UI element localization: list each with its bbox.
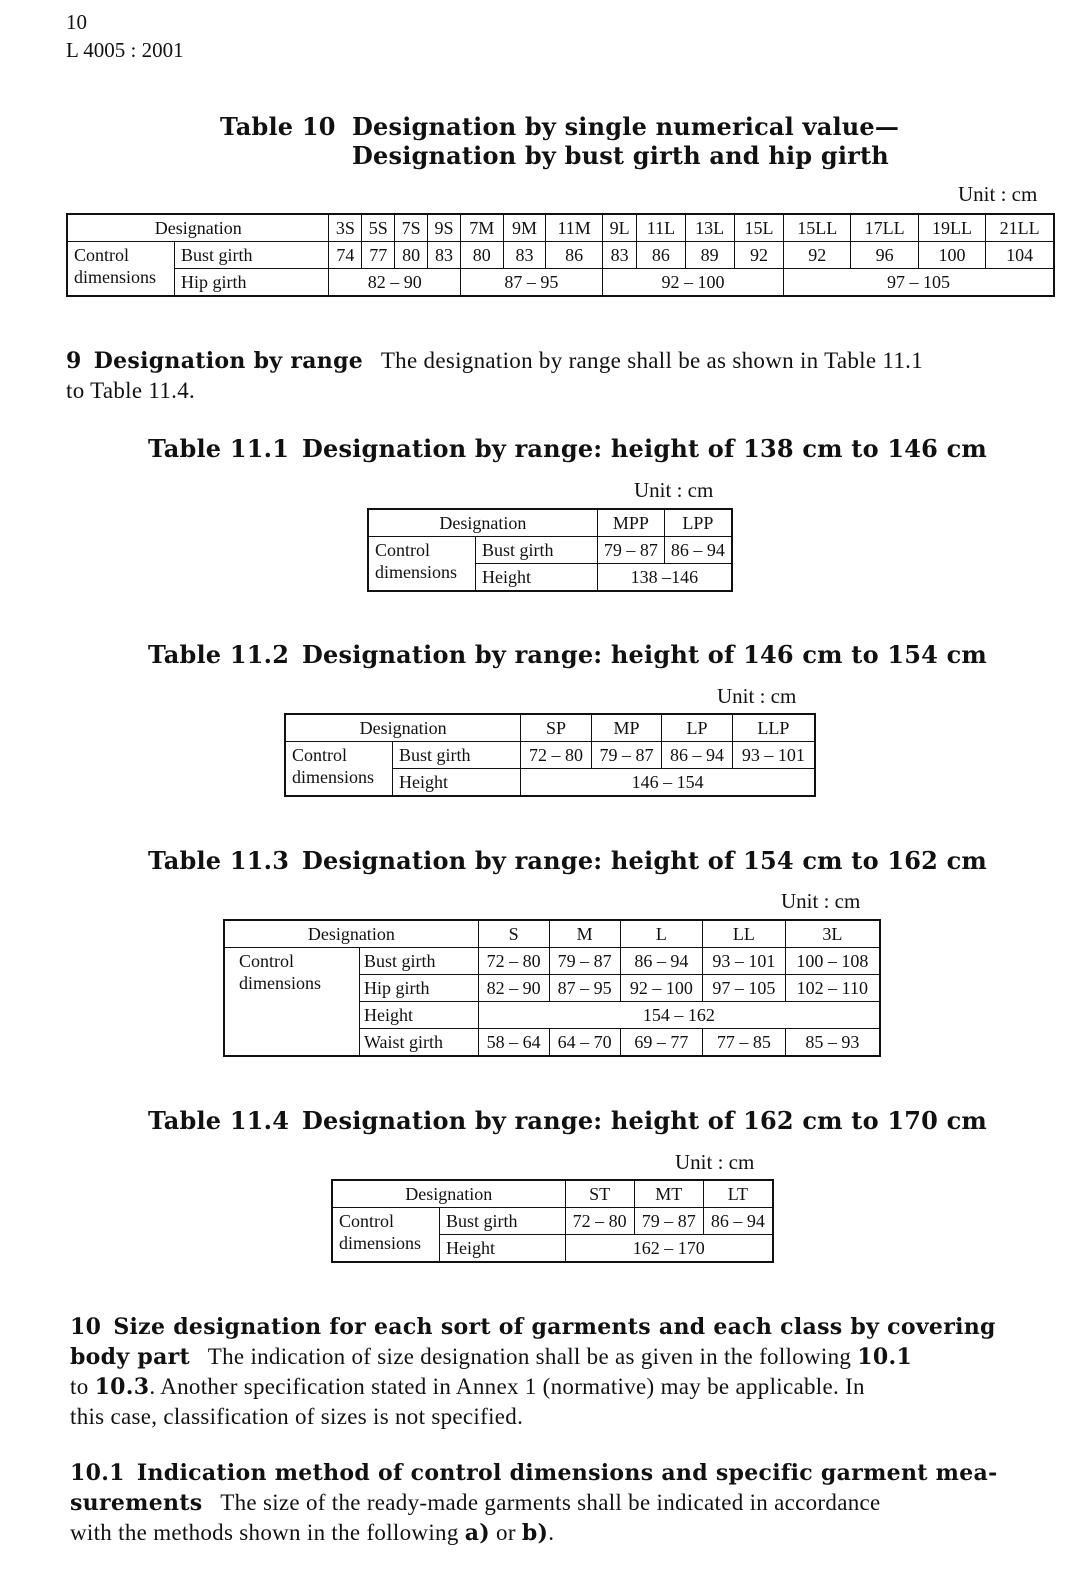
section10-1-line2: [70, 1488, 1050, 1518]
table11-3-caption: [148, 846, 987, 875]
table11-4-bust-value: 72 – 80: [565, 1208, 634, 1235]
table11-3-height-value: 154 – 162: [478, 1002, 880, 1029]
table10-bust-value: 86: [637, 242, 685, 269]
table10-size: 17LL: [851, 214, 918, 242]
table10-title-line1: Designation by single numerical value—: [352, 112, 900, 141]
table11-3-bust-row: [224, 948, 880, 975]
table11-2-bust-value: 93 – 101: [732, 742, 815, 769]
table11-2: [284, 713, 816, 797]
table11-4-number: Table 11.4: [148, 1106, 290, 1135]
table11-3-control-dimensions: [224, 948, 360, 1057]
table11-1-size: LPP: [664, 509, 732, 537]
table10-control-dimensions: [67, 242, 175, 297]
table11-3-hip-value: 102 – 110: [785, 975, 880, 1002]
table10-hip-value: 87 – 95: [460, 269, 602, 297]
table10-size: 9M: [503, 214, 546, 242]
table10-bust-value: 100: [918, 242, 985, 269]
table10-hip-value: 97 – 105: [784, 269, 1054, 297]
table10-bust-row: [67, 242, 1054, 269]
table11-4-height-label: Height: [440, 1235, 566, 1263]
section9-number: 9: [66, 348, 82, 374]
table11-2-caption: [148, 640, 987, 669]
table11-3-waist-value: 77 – 85: [703, 1029, 786, 1057]
table11-2-bust-value: 72 – 80: [521, 742, 592, 769]
table10-bust-value: 80: [460, 242, 503, 269]
section10-line2: [70, 1342, 1050, 1372]
table10-bust-value: 86: [546, 242, 602, 269]
table11-3-bust-value: 86 – 94: [620, 948, 703, 975]
table11-3-height-label: Height: [360, 1002, 479, 1029]
table11-1-bust-value: 79 – 87: [597, 537, 664, 564]
table11-3-size: LL: [703, 920, 786, 948]
table10-bust-value: 80: [395, 242, 428, 269]
section10-1-opt-b: b): [521, 1520, 549, 1546]
document-id: L 4005 : 2001: [66, 38, 184, 62]
section10-1: [70, 1458, 1050, 1548]
table11-3-unit: Unit : cm: [781, 889, 861, 913]
dimensions-label: dimensions: [339, 1233, 422, 1253]
table11-4-size: MT: [634, 1180, 703, 1208]
table11-1-bust-label: Bust girth: [476, 537, 598, 564]
table10-size: 9S: [428, 214, 461, 242]
table11-3-size: S: [478, 920, 549, 948]
table11-2-height-value: 146 – 154: [521, 769, 815, 797]
table11-4-caption: [148, 1106, 987, 1135]
table11-2-bust-value: 79 – 87: [591, 742, 662, 769]
table11-2-header-row: [285, 714, 815, 742]
table10-size: 11L: [637, 214, 685, 242]
table10-title-line2: Designation by bust girth and hip girth: [352, 141, 889, 170]
table11-4: [331, 1179, 774, 1263]
section10-1-opt-a: a): [464, 1520, 490, 1546]
dimensions-label: dimensions: [292, 767, 375, 787]
table11-2-unit: Unit : cm: [717, 684, 797, 708]
table11-3-hip-value: 97 – 105: [703, 975, 786, 1002]
table11-2-height-label: Height: [393, 769, 521, 797]
page-number: 10: [66, 10, 87, 34]
table11-3-waist-value: 58 – 64: [478, 1029, 549, 1057]
table10-bust-value: 89: [685, 242, 734, 269]
table11-1-bust-row: [368, 537, 732, 564]
section10-1-end: .: [548, 1520, 555, 1545]
table11-3-designation-label: Designation: [224, 920, 478, 948]
section10-text-a: The indication of size designation shall be as given in the following: [207, 1344, 852, 1369]
section10-1-text-b: with the methods shown in the following: [70, 1520, 459, 1545]
table11-2-number: Table 11.2: [148, 640, 290, 669]
table10-bust-value: 74: [329, 242, 362, 269]
table10-bust-value: 92: [734, 242, 783, 269]
section10-1-heading-a: Indication method of control dimensions and specific garment mea-: [136, 1460, 998, 1486]
control-label: Control: [239, 951, 295, 971]
table11-3-size: 3L: [785, 920, 880, 948]
table10-bust-value: 77: [362, 242, 395, 269]
table11-3-bust-value: 79 – 87: [549, 948, 620, 975]
table11-3-waist-value: 69 – 77: [620, 1029, 703, 1057]
dimensions-label: dimensions: [74, 267, 157, 287]
section10-heading-b: body part: [70, 1344, 190, 1370]
section10-line3: [70, 1372, 1050, 1402]
control-label: Control: [292, 745, 348, 765]
table10-hip-value: 92 – 100: [602, 269, 783, 297]
section10-1-or: or: [496, 1520, 516, 1545]
table11-4-control-dimensions: [332, 1208, 440, 1263]
table11-3-header-row: [224, 920, 880, 948]
table11-4-bust-value: 79 – 87: [634, 1208, 703, 1235]
table11-1-height-value: 138 –146: [597, 564, 732, 592]
section10-ref1: 10.1: [857, 1344, 913, 1370]
table10-unit: Unit : cm: [958, 182, 1038, 206]
table11-3-hip-value: 87 – 95: [549, 975, 620, 1002]
section9-line1: [66, 346, 1056, 376]
table11-4-bust-label: Bust girth: [440, 1208, 566, 1235]
table10-size: 11M: [546, 214, 602, 242]
table10-bust-value: 92: [784, 242, 851, 269]
section10: [70, 1312, 1050, 1432]
table11-4-bust-value: 86 – 94: [703, 1208, 773, 1235]
table11-3-number: Table 11.3: [148, 846, 290, 875]
section10-1-line3: [70, 1518, 1050, 1548]
table11-3-bust-value: 72 – 80: [478, 948, 549, 975]
table10-size: 13L: [685, 214, 734, 242]
table10-hip-label: Hip girth: [175, 269, 329, 297]
table10-bust-value: 83: [503, 242, 546, 269]
table10-size: 3S: [329, 214, 362, 242]
table11-2-size: SP: [521, 714, 592, 742]
table10-hip-value: 82 – 90: [329, 269, 461, 297]
table10: [66, 213, 1055, 297]
table11-2-bust-row: [285, 742, 815, 769]
table10-size: 7S: [395, 214, 428, 242]
table11-3-hip-label: Hip girth: [360, 975, 479, 1002]
table11-1: [367, 508, 733, 592]
section10-text-c: . Another specification stated in Annex 1 (normative) may be applicable. In: [149, 1374, 865, 1399]
table11-4-designation-label: Designation: [332, 1180, 565, 1208]
table11-1-unit: Unit : cm: [634, 478, 714, 502]
table10-bust-value: 96: [851, 242, 918, 269]
table11-1-size: MPP: [597, 509, 664, 537]
dimensions-label: dimensions: [239, 973, 322, 993]
table11-1-control-dimensions: [368, 537, 476, 592]
table11-4-unit: Unit : cm: [675, 1150, 755, 1174]
table11-1-height-label: Height: [476, 564, 598, 592]
table11-2-bust-label: Bust girth: [393, 742, 521, 769]
table11-2-control-dimensions: [285, 742, 393, 797]
table10-size: 5S: [362, 214, 395, 242]
table11-1-number: Table 11.1: [148, 434, 290, 463]
table11-2-size: LP: [662, 714, 733, 742]
section10-line4: this case, classification of sizes is not specified.: [70, 1404, 524, 1429]
table10-bust-value: 83: [602, 242, 637, 269]
table11-3-size: L: [620, 920, 703, 948]
table11-4-height-value: 162 – 170: [565, 1235, 773, 1263]
table11-2-title: Designation by range: height of 146 cm to 154 cm: [302, 640, 988, 669]
table11-4-header-row: [332, 1180, 773, 1208]
table10-size: 9L: [602, 214, 637, 242]
table11-2-bust-value: 86 – 94: [662, 742, 733, 769]
table11-3-hip-value: 82 – 90: [478, 975, 549, 1002]
table11-2-size: MP: [591, 714, 662, 742]
table11-2-designation-label: Designation: [285, 714, 521, 742]
control-label: Control: [375, 540, 431, 560]
section10-1-heading-line: [70, 1458, 1050, 1488]
section10-1-heading-b: surements: [70, 1490, 203, 1516]
dimensions-label: dimensions: [375, 562, 458, 582]
control-label: Control: [74, 245, 130, 265]
table11-3-waist-value: 64 – 70: [549, 1029, 620, 1057]
table11-3-bust-label: Bust girth: [360, 948, 479, 975]
table10-bust-value: 83: [428, 242, 461, 269]
table10-caption: [220, 112, 899, 141]
table11-3-title: Designation by range: height of 154 cm to 162 cm: [302, 846, 988, 875]
table10-bust-label: Bust girth: [175, 242, 329, 269]
table10-bust-value: 104: [986, 242, 1054, 269]
table11-4-bust-row: [332, 1208, 773, 1235]
table11-4-size: LT: [703, 1180, 773, 1208]
section10-heading-a: Size designation for each sort of garments and each class by covering: [113, 1314, 996, 1340]
table11-1-bust-value: 86 – 94: [664, 537, 732, 564]
table11-3: [223, 919, 881, 1057]
section10-1-text-a: The size of the ready-made garments shall be indicated in accordance: [220, 1490, 881, 1515]
table11-3-bust-value: 100 – 108: [785, 948, 880, 975]
section10-1-number: 10.1: [70, 1460, 125, 1486]
table10-size: 7M: [460, 214, 503, 242]
table10-size: 15L: [734, 214, 783, 242]
section9-heading: Designation by range: [93, 348, 364, 374]
section10-ref2: 10.3: [94, 1374, 150, 1400]
table10-hip-row: [67, 269, 1054, 297]
table11-1-title: Designation by range: height of 138 cm to 146 cm: [302, 434, 988, 463]
section10-heading-line: [70, 1312, 1050, 1342]
section9-line2: to Table 11.4.: [66, 378, 196, 403]
table11-1-caption: [148, 434, 987, 463]
table11-1-header-row: [368, 509, 732, 537]
table11-1-designation-label: Designation: [368, 509, 597, 537]
table11-3-waist-label: Waist girth: [360, 1029, 479, 1057]
table11-4-title: Designation by range: height of 162 cm to 170 cm: [302, 1106, 988, 1135]
table10-size: 15LL: [784, 214, 851, 242]
section9-text: The designation by range shall be as shown in Table 11.1: [380, 348, 923, 373]
section10-number: 10: [70, 1314, 102, 1340]
table11-3-size: M: [549, 920, 620, 948]
table11-4-size: ST: [565, 1180, 634, 1208]
table10-header-row: [67, 214, 1054, 242]
table11-2-size: LLP: [732, 714, 815, 742]
table10-size: 19LL: [918, 214, 985, 242]
table11-3-hip-value: 92 – 100: [620, 975, 703, 1002]
control-label: Control: [339, 1211, 395, 1231]
table11-3-bust-value: 93 – 101: [703, 948, 786, 975]
table11-3-waist-value: 85 – 93: [785, 1029, 880, 1057]
table10-size: 21LL: [986, 214, 1054, 242]
table10-number: Table 10: [220, 112, 336, 141]
table10-designation-label: Designation: [67, 214, 329, 242]
section10-text-b: to: [70, 1374, 89, 1399]
